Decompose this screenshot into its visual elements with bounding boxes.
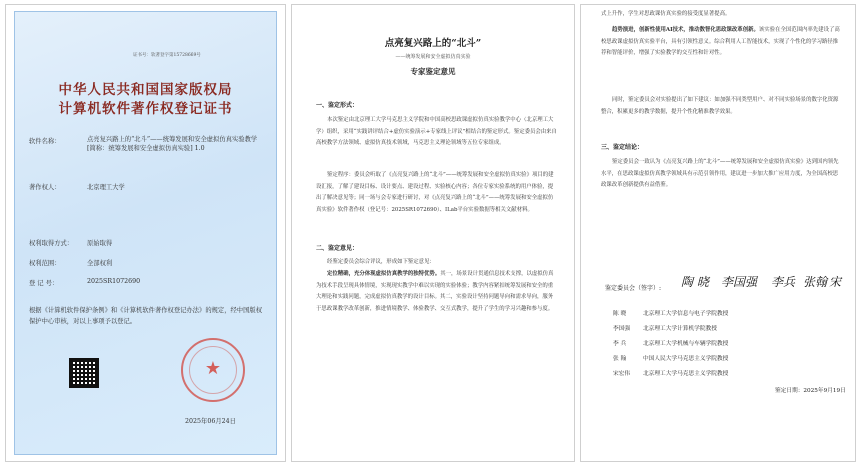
section-form: 一、鉴定形式： xyxy=(316,102,359,109)
member-row: 陈 晓 北京理工大学信息与电子学院教授 xyxy=(613,311,729,317)
appraisal-date: 鉴定日期：2025年9月19日 xyxy=(775,388,846,394)
certificate xyxy=(14,11,277,455)
reg-number-label: 登 记 号： xyxy=(29,280,59,287)
certificate-number: 证书号：软著登字第15728669号 xyxy=(133,53,201,58)
paragraph-suggestion: 同时，鉴定委员会对实验提出了如下建议：如加强不同类型用户、对不同实验场景的数字化资源整合，积累更多的教学数据，提升个性化精准教学效果。 xyxy=(601,97,839,115)
certificate-title-1: 中华人民共和国国家版权局 xyxy=(58,82,233,98)
owner-value: 北京理工大学 xyxy=(87,184,125,191)
paragraph-conclusion: 鉴定委员会一致认为《点亮复兴路上的“北斗”——统筹发展和安全虚拟仿真实验》达到国内领先水平，在思政课虚拟仿真教学领域具有示范引领作用，建议进一步加大推广应用力度，为全国高校思政课改革创新提供有益借鉴。 xyxy=(601,159,839,189)
paragraph-ai xyxy=(601,25,841,60)
certificate-note: 根据《计算机软件保护条例》和《计算机软件著作权登记办法》的规定，经中国版权保护中心审核，对以上事项予以登记。 xyxy=(29,307,262,325)
member-row: 李 兵 北京理工大学机械与车辆学院教授 xyxy=(613,341,729,347)
handwritten-signature: 李兵 xyxy=(771,275,796,289)
certificate-title-2: 计算机软件著作权登记证书 xyxy=(58,101,233,117)
paragraph-form: 本次鉴定由北京理工大学马克思主义学院和中国高校思政课虚拟仿真实验教学中心（北京理工大学）组织，采用“实践讲评结合+虚仿实验演示+专家线上评议”相结合的鉴定形式。鉴定委员会由来自高校教学方法领域、虚拟仿真技术领域，马克思主义理论领域等五位专家组成。 xyxy=(316,117,557,147)
ai-lead: 趋势演进，创新性使用AI技术，推动数智化思政课改革创新。 xyxy=(612,27,759,33)
owner-label: 著作权人： xyxy=(29,184,61,191)
member-row: 宋宏伟 北京理工大学马克思主义学院教授 xyxy=(613,371,729,377)
scope-label: 权利范围： xyxy=(29,260,61,267)
member-row: 李国强 北京理工大学计算机学院教授 xyxy=(613,326,717,332)
paragraph-procedure: 鉴定程序：委员会听取了《点亮复兴路上的“北斗”——统筹发展和安全虚拟仿真实验》项目的建设汇报，了解了建设目标、设计要点、建设过程、实验核心内容；各位专家实验系统的用户体验，提出了解决意见等；同一场与会专家进行研讨，对《点亮复兴路上的“北斗”——统筹发展和安全虚拟仿真实验》软件著作权（登记号：2025SR1072690）、ILab平台实验数据等相关文献材料。 xyxy=(316,172,554,213)
opinion-lead: 定位精确，充分体现虚拟仿真教学的独特优势。 xyxy=(327,271,441,277)
doc-title: 点亮复兴路上的“北斗” xyxy=(384,38,482,49)
handwritten-signature: 张翰 xyxy=(803,275,828,289)
handwritten-signature: 李国强 xyxy=(721,275,758,289)
section-opinion: 二、鉴定意见： xyxy=(316,245,359,252)
paragraph-opinion-1 xyxy=(316,269,558,315)
software-name-label: 软件名称： xyxy=(29,138,61,145)
doc-heading: 专家鉴定意见 xyxy=(410,67,456,76)
paragraph-opinion-intro: 经鉴定委员会综合评议，形成如下鉴定意见： xyxy=(327,259,435,265)
scope-value: 全部权利 xyxy=(87,260,113,267)
opinion-body: 其一，场景设计贯通信息技术支撑，以虚拟仿真为技术手段呈现具体情境，实现现实教学中难以实现的实验体验；教学内容紧扣统筹发展和安全的重大理论和实践问题，完成虚拟仿真教学的设计目标。其二，实验设计坚持问题导向和需求导向，服务于思政课教学改革创新，推进情境教学、体验教学、交互式教学，提升了学生的学习兴趣和参与度。 xyxy=(316,271,554,312)
certificate-date: 2025年06月24日 xyxy=(185,418,236,425)
ai-body: 该实验在全国范围内率先建设了高校思政课虚拟仿真实验平台，具有引领性意义。综合利用人工智能技术，实现了个性化的学习路径推荐和智能评价，增强了实验教学的交互性和针对性。 xyxy=(601,27,840,57)
section-conclusion: 三、鉴定结论： xyxy=(601,144,644,151)
doc-subtitle: ——统筹发展和安全虚拟仿真实验 xyxy=(395,54,471,60)
reg-number-value: 2025SR1072690 xyxy=(87,278,141,285)
handwritten-signature: 陶 晓 xyxy=(681,275,709,289)
appraisal-page xyxy=(291,4,575,462)
official-seal xyxy=(181,338,245,402)
obtain-value: 原始取得 xyxy=(87,240,113,247)
qr-code xyxy=(69,358,99,388)
paragraph-continued: 式上升作，学生对思政课仿真实验的接受度显著提高。 xyxy=(601,11,731,17)
software-name-value: 点亮复兴路上的“北斗”——统筹发展和安全虚拟仿真实验教学[简称：统筹发展和安全虚拟仿真实验] 1.0 xyxy=(87,136,258,152)
obtain-label: 权利取得方式： xyxy=(29,240,74,247)
handwritten-signature: 宋 xyxy=(829,275,842,289)
member-row: 张 翰 中国人民大学马克思主义学院教授 xyxy=(613,356,729,362)
signature-label: 鉴定委员会（签字）: xyxy=(605,285,662,292)
certificate-page xyxy=(5,4,286,462)
seal-star-icon: ★ xyxy=(204,358,222,379)
appraisal-page-3 xyxy=(580,4,856,462)
